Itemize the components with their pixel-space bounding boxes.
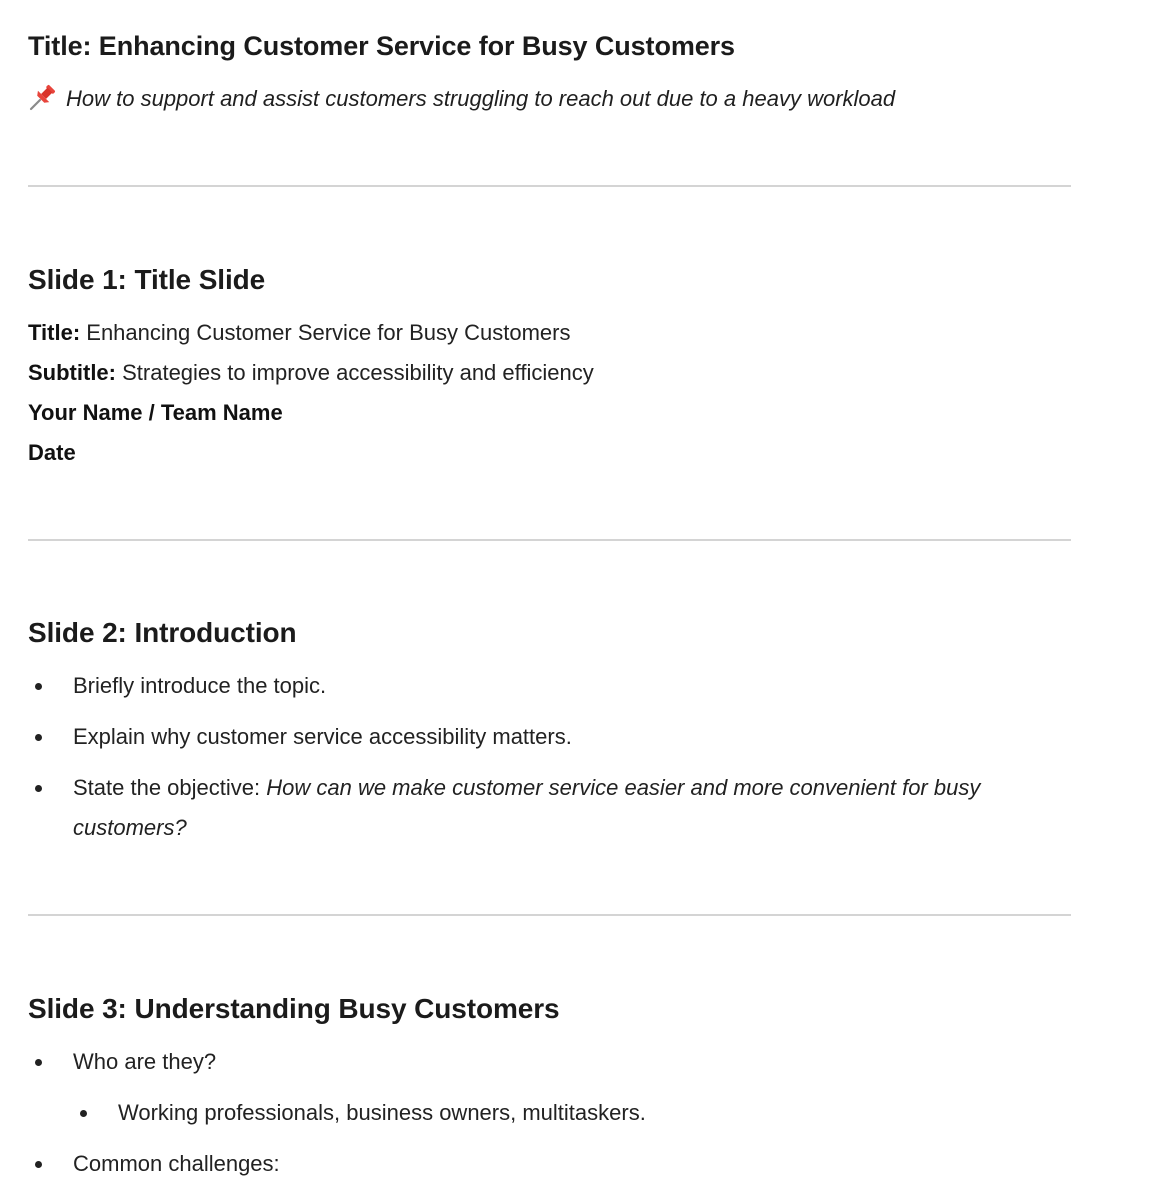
tagline-text: How to support and assist customers struggling to reach out due to a heavy workload [66, 86, 896, 111]
slide2-heading: Slide 2: Introduction [28, 617, 297, 648]
section-divider [28, 185, 1071, 187]
slide1-name-line [28, 397, 283, 429]
list-item [73, 666, 326, 706]
bullet-dot [35, 1161, 42, 1168]
subtitle-value: Strategies to improve accessibility and efficiency [116, 360, 594, 385]
slide3-heading: Slide 3: Understanding Busy Customers [28, 993, 560, 1024]
objective-prefix: State the objective: [73, 775, 267, 800]
list-item [73, 1042, 216, 1082]
list-item-objective [73, 768, 1073, 848]
list-item-text: Who are they? [73, 1049, 217, 1074]
sub-list-item [118, 1093, 646, 1133]
document-tagline [28, 82, 895, 116]
slide1-subtitle-line [28, 357, 594, 389]
title-label: Title: [28, 320, 81, 345]
section-divider [28, 914, 1071, 916]
list-item [73, 1144, 280, 1184]
bullet-dot [35, 785, 42, 792]
subtitle-label: Subtitle: [28, 360, 116, 385]
section-divider [28, 539, 1071, 541]
list-item-text: Explain why customer service accessibility matters. [73, 724, 572, 749]
name-placeholder: Your Name / Team Name [28, 400, 283, 425]
bullet-dot [35, 1059, 42, 1066]
list-item-text: Briefly introduce the topic. [73, 673, 327, 698]
slide1-heading: Slide 1: Title Slide [28, 264, 266, 295]
date-placeholder: Date [28, 440, 76, 465]
bullet-dot [35, 734, 42, 741]
list-item [73, 717, 572, 757]
list-item-text: Common challenges: [73, 1151, 280, 1176]
bullet-dot [80, 1110, 87, 1117]
objective-question: How can we make customer service easier and more convenient for busy customers? [73, 775, 981, 840]
bullet-dot [35, 683, 42, 690]
pushpin-icon [28, 82, 58, 112]
title-value: Enhancing Customer Service for Busy Customers [80, 320, 571, 345]
slide1-title-line [28, 317, 570, 349]
slide1-date-line [28, 437, 76, 469]
list-item-text: Working professionals, business owners, multitaskers. [118, 1100, 646, 1125]
document-title: Title: Enhancing Customer Service for Busy Customers [28, 31, 735, 61]
